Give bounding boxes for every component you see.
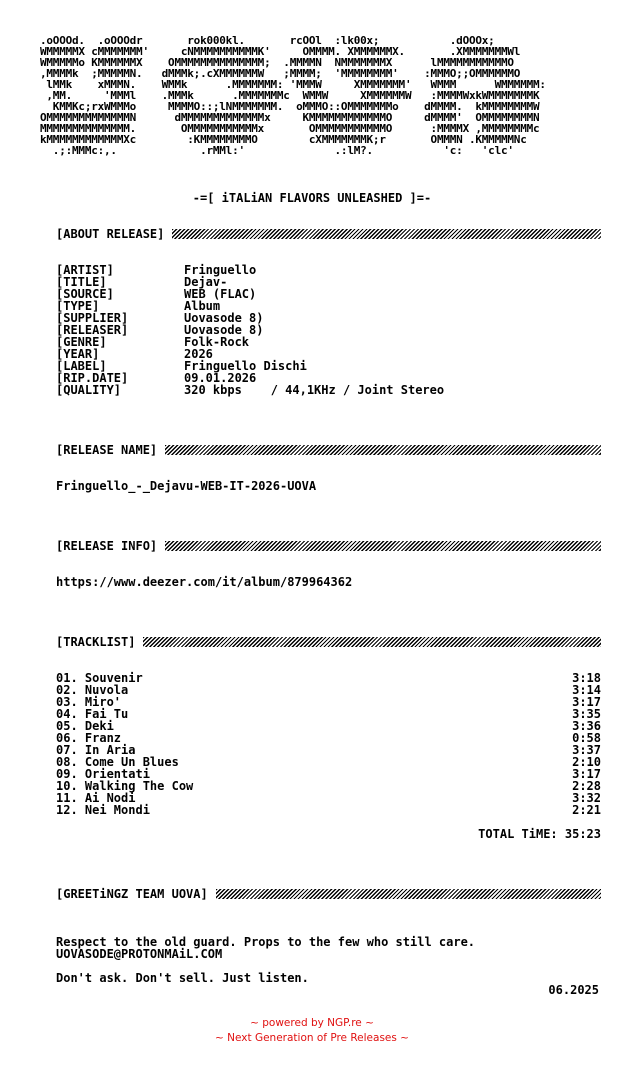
slogan: -=[ iTALiAN FLAVORS UNLEASHED ]=- [192,191,432,205]
footer [0,1016,624,1046]
about-key: [TYPE] [56,299,100,313]
about-key: [SOURCE] [56,287,114,301]
ascii-logo-line: WMMMMMX cMMMMMMM' cNMMMMMMMMMMK' OMMMM. XMMMMMMX. .XMMMMMMMWl [40,45,521,58]
track-title: 06. Franz [56,731,122,745]
release-info-url[interactable]: https://www.deezer.com/it/album/879964362 [56,575,353,589]
track-row [56,696,601,708]
track-row [56,684,601,696]
about-key: [RIP.DATE] [56,371,129,385]
track-title: 05. Deki [56,719,114,733]
about-value: Uovasode 8) [184,311,264,325]
section-heading-release-info: [RELEASE INFO] [56,539,158,553]
track-duration: 2:10 [572,755,601,769]
ascii-logo-line: kMMMMMMMMMMMMXc :KMMMMMMMMO cXMMMMMMMK;r OMMMN .KMMMMMNc [40,133,527,146]
about-row [56,336,444,348]
about-key: [RELEASER] [56,323,129,337]
about-key: [GENRE] [56,335,107,349]
hatch-divider [165,445,601,455]
about-value: Dejav- [184,275,228,289]
section-about-release [56,228,601,240]
track-title: 12. Nei Mondi [56,803,150,817]
section-release-name [56,444,601,456]
about-row [56,288,444,300]
track-title: 08. Come Un Blues [56,755,179,769]
track-row [56,780,601,792]
total-time: TOTAL TiME: 35:23 [478,827,601,841]
about-key: [QUALITY] [56,383,122,397]
about-key: [SUPPLIER] [56,311,129,325]
ascii-logo-line: KMMKc;rxWMMMo MMMMO::;lNMMMMMMM. oMMMO::OMMMMMMMo dMMMM. kMMMMMMMMW [40,100,540,113]
track-duration: 3:18 [572,671,601,685]
ascii-logo-line: ,MMMMk ;MMMMMN. dMMMk;.cXMMMMMMW ;MMMM; 'MMMMMMMM' :MMMO;;OMMMMMMO [40,67,521,80]
track-row [56,672,601,684]
ascii-logo-line: ,MM. 'MMMl .MMMk .MMMMMMMc WMMW XMMMMMMW :MMMMWxkWMMMMMMMK [40,89,540,102]
track-title: 02. Nuvola [56,683,129,697]
about-value: Uovasode 8) [184,323,264,337]
track-title: 07. In Aria [56,743,136,757]
section-heading-release-name: [RELEASE NAME] [56,443,158,457]
track-duration: 0:58 [572,731,601,745]
track-duration: 3:17 [572,695,601,709]
about-value: Fringuello [184,263,257,277]
track-title: 03. Miro' [56,695,122,709]
contact-email[interactable]: UOVASODE@PROTONMAiL.COM [56,947,223,961]
ascii-logo-line: .oOOOd. .oOOOdr rok000kl. rcOOl :lk00x; .dOOOx; [40,34,495,47]
hatch-divider [143,637,601,647]
track-duration: 2:28 [572,779,601,793]
track-title: 04. Fai Tu [56,707,129,721]
tracklist [56,672,601,816]
ascii-logo-line: WMMMMMo KMMMMMMX OMMMMMMMMMMMMMM; .MMMMN NMMMMMMMX lMMMMMMMMMMMO [40,56,514,69]
about-value: Album [184,299,221,313]
about-row [56,324,444,336]
track-row [56,708,601,720]
ascii-logo-line: lMMk xMMMN. WMMk .MMMMMMM: 'MMMW XMMMMMMM' WMMM WMMMMMM: [40,78,546,91]
track-row [56,804,601,816]
about-row [56,384,444,396]
hatch-divider [216,889,601,899]
track-title: 01. Souvenir [56,671,143,685]
track-duration: 3:17 [572,767,601,781]
track-duration: 3:37 [572,743,601,757]
about-key: [YEAR] [56,347,100,361]
about-value: 09.01.2026 [184,371,257,385]
section-heading-tracklist: [TRACKLIST] [56,635,136,649]
track-row [56,720,601,732]
about-key: [TITLE] [56,275,107,289]
section-release-info [56,540,601,552]
track-row [56,732,601,744]
about-key: [LABEL] [56,359,107,373]
about-row [56,264,444,276]
section-tracklist [56,636,601,648]
section-heading-about: [ABOUT RELEASE] [56,227,165,241]
section-greetings [56,888,601,900]
track-duration: 3:14 [572,683,601,697]
footer-tagline: ~ Next Generation of Pre Releases ~ [215,1032,409,1044]
track-duration: 3:35 [572,707,601,721]
about-value: 2026 [184,347,213,361]
hatch-divider [172,229,601,239]
track-title: 10. Walking The Cow [56,779,194,793]
track-duration: 3:36 [572,719,601,733]
about-value: Folk-Rock [184,335,250,349]
about-value: WEB (FLAC) [184,287,257,301]
ascii-logo-line: MMMMMMMMMMMMMM. OMMMMMMMMMMMx OMMMMMMMMMMMO :MMMMX ,MMMMMMMMc [40,122,540,135]
greetings-line: Don't ask. Don't sell. Just listen. [56,971,309,985]
hatch-divider [165,541,601,551]
section-heading-greetings: [GREETiNGZ TEAM UOVA] [56,887,208,901]
track-duration: 2:21 [572,803,601,817]
greetings-line: Respect to the old guard. Props to the few who still care. [56,935,476,949]
footer-powered-by[interactable]: ~ powered by NGP.re ~ [250,1017,374,1029]
track-title: 09. Orientati [56,767,150,781]
ascii-logo-line: OMMMMMMMMMMMMMN dMMMMMMMMMMMMMx KMMMMMMMMMMMMO dMMMM' OMMMMMMMMN [40,111,540,124]
nfo-date: 06.2025 [548,983,599,997]
ascii-logo-line: .;:MMMc:,. .rMMl:' .:lM?. 'c: 'clc' [40,144,514,157]
ascii-logo [40,35,546,156]
about-value: Fringuello Dischi [184,359,307,373]
about-value: 320 kbps / 44,1KHz / Joint Stereo [184,383,445,397]
track-title: 11. Ai Nodi [56,791,136,805]
release-name-value: Fringuello_-_Dejavu-WEB-IT-2026-UOVA [56,479,317,493]
about-key: [ARTIST] [56,263,114,277]
track-duration: 3:32 [572,791,601,805]
about-release-list [56,264,444,396]
